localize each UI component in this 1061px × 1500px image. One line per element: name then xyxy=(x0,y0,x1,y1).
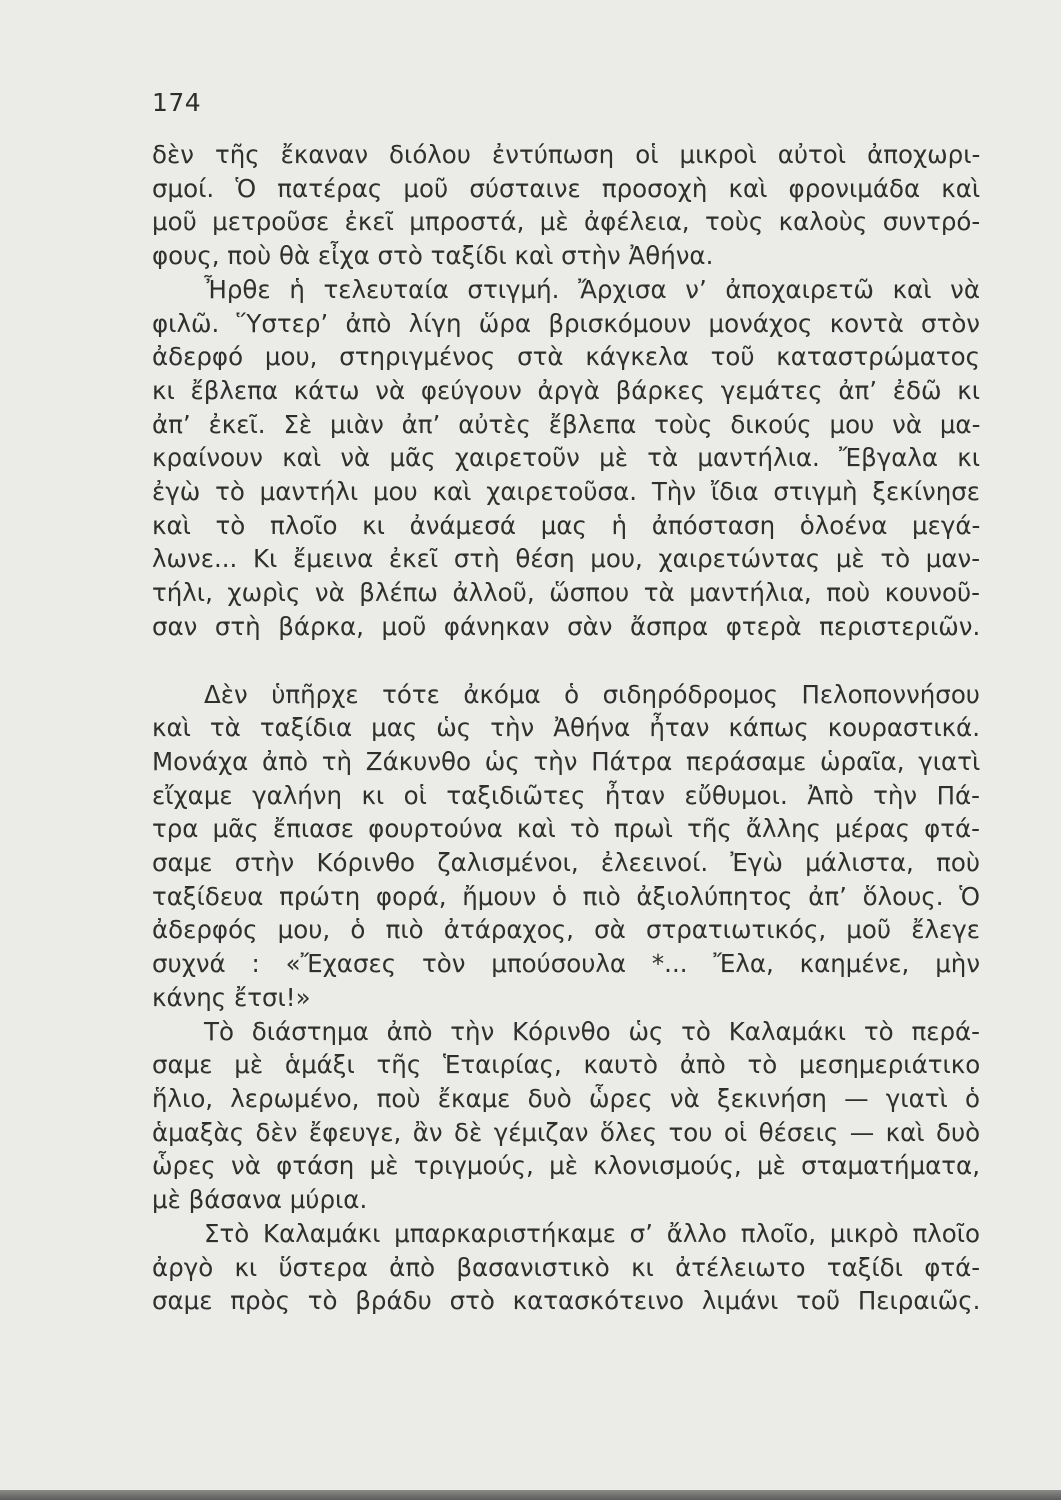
text-line: κάνης ἔτσι!» xyxy=(152,982,311,1012)
paragraph-2 xyxy=(152,273,980,644)
text-line: δὲν τῆς ἔκαναν διόλου ἐντύπωση οἱ μικροὶ αὐτοὶ ἀποχωρι- xyxy=(152,140,981,169)
text-line: ἀδερφό μου, στηριγμένος στὰ κάγκελα τοῦ καταστρώματος xyxy=(152,342,980,372)
paragraph-5 xyxy=(152,1217,980,1318)
paragraph-3 xyxy=(152,678,980,1015)
text-line: καὶ τὰ ταξίδια μας ὡς τὴν Ἀθήνα ἦταν κάπως κουραστικά. xyxy=(152,713,980,743)
text-line: σμοί. Ὁ πατέρας μοῦ σύσταινε προσοχὴ καὶ φρονιμάδα καὶ xyxy=(152,173,981,203)
text-line: ἐγὼ τὸ μαντήλι μου καὶ χαιρετοῦσα. Τὴν ἴδια στιγμὴ ξεκίνησε xyxy=(152,477,980,507)
text-line: Δὲν ὑπῆρχε τότε ἀκόμα ὁ σιδηρόδρομος Πελοποννήσου xyxy=(204,679,980,709)
text-line: σαν στὴ βάρκα, μοῦ φάνηκαν σὰν ἄσπρα φτερὰ περιστεριῶν. xyxy=(152,611,981,641)
text-line: Τὸ διάστημα ἀπὸ τὴν Κόρινθο ὡς τὸ Καλαμάκι τὸ περά- xyxy=(204,1016,980,1046)
text-line: καὶ τὸ πλοῖο κι ἀνάμεσά μας ἡ ἀπόσταση ὁλοένα μεγά- xyxy=(152,510,981,540)
paragraph-1 xyxy=(152,138,980,273)
text-line: ἀδερφός μου, ὁ πιὸ ἀτάραχος, σὰ στρατιωτικός, μοῦ ἔλεγε xyxy=(152,915,980,945)
paragraph-gap xyxy=(152,644,980,678)
text-line: σαμε πρὸς τὸ βράδυ στὸ κατασκότεινο λιμάνι τοῦ Πειραιῶς. xyxy=(152,1286,981,1316)
text-line: ὧρες νὰ φτάση μὲ τριγμούς, μὲ κλονισμούς, μὲ σταματήματα, xyxy=(152,1151,980,1181)
text-line: σαμε στὴν Κόρινθο ζαλισμένοι, ἐλεεινοί. Ἐγὼ μάλιστα, ποὺ xyxy=(152,848,980,878)
text-line: ἀργὸ κι ὕστερα ἀπὸ βασανιστικὸ κι ἀτέλειωτο ταξίδι φτά- xyxy=(152,1252,981,1282)
text-line: ἥλιο, λερωμένο, ποὺ ἔκαμε δυὸ ὧρες νὰ ξεκινήση — γιατὶ ὁ xyxy=(152,1083,980,1113)
text-line: ἁμαξὰς δὲν ἔφευγε, ἂν δὲ γέμιζαν ὅλες του οἱ θέσεις — καὶ δυὸ xyxy=(152,1117,981,1147)
text-line: φους, ποὺ θὰ εἶχα στὸ ταξίδι καὶ στὴν Ἀθήνα. xyxy=(152,241,714,271)
text-line: Στὸ Καλαμάκι μπαρκαριστήκαμε σ’ ἄλλο πλοῖο, μικρὸ πλοῖο xyxy=(204,1218,980,1248)
paragraph-4 xyxy=(152,1015,980,1217)
text-line: λωνε... Κι ἔμεινα ἐκεῖ στὴ θέση μου, χαιρετώντας μὲ τὸ μαν- xyxy=(152,544,981,574)
text-line: σαμε μὲ ἁμάξι τῆς Ἑταιρίας, καυτὸ ἀπὸ τὸ μεσημεριάτικο xyxy=(152,1050,981,1080)
page-number: 174 xyxy=(152,88,202,117)
text-line: συχνά : «Ἔχασες τὸν μπούσουλα *... Ἔλα, καημένε, μὴν xyxy=(152,949,980,979)
text-line: τρα μᾶς ἔπιασε φουρτούνα καὶ τὸ πρωὶ τῆς ἄλλης μέρας φτά- xyxy=(152,814,980,844)
text-line: μὲ βάσανα μύρια. xyxy=(152,1185,368,1215)
text-line: τήλι, χωρὶς νὰ βλέπω ἀλλοῦ, ὥσπου τὰ μαντήλια, ποὺ κουνοῦ- xyxy=(152,578,980,608)
text-line: φιλῶ. Ὕστερ’ ἀπὸ λίγη ὥρα βρισκόμουν μονάχος κοντὰ στὸν xyxy=(152,308,980,338)
page-bottom-edge xyxy=(0,1490,1061,1500)
text-line: Ἦρθε ἡ τελευταία στιγμή. Ἄρχισα ν’ ἀποχαιρετῶ καὶ νὰ xyxy=(204,274,980,304)
text-line: εἴχαμε γαλήνη κι οἱ ταξιδιῶτες ἦταν εὔθυμοι. Ἀπὸ τὴν Πά- xyxy=(152,780,980,810)
text-line: κι ἔβλεπα κάτω νὰ φεύγουν ἀργὰ βάρκες γεμάτες ἀπ’ ἐδῶ κι xyxy=(152,375,980,405)
text-line: Μονάχα ἀπὸ τὴ Ζάκυνθο ὡς τὴν Πάτρα περάσαμε ὡραῖα, γιατὶ xyxy=(152,746,981,776)
text-line: ταξίδευα πρώτη φορά, ἤμουν ὁ πιὸ ἀξιολύπητος ἀπ’ ὅλους. Ὁ xyxy=(152,881,980,911)
body-text xyxy=(152,138,980,1318)
text-line: μοῦ μετροῦσε ἐκεῖ μπροστά, μὲ ἀφέλεια, τοὺς καλοὺς συντρό- xyxy=(152,207,981,237)
text-line: κραίνουν καὶ νὰ μᾶς χαιρετοῦν μὲ τὰ μαντήλια. Ἔβγαλα κι xyxy=(152,443,980,473)
text-line: ἀπ’ ἐκεῖ. Σὲ μιὰν ἀπ’ αὐτὲς ἔβλεπα τοὺς δικούς μου νὰ μα- xyxy=(152,409,981,439)
